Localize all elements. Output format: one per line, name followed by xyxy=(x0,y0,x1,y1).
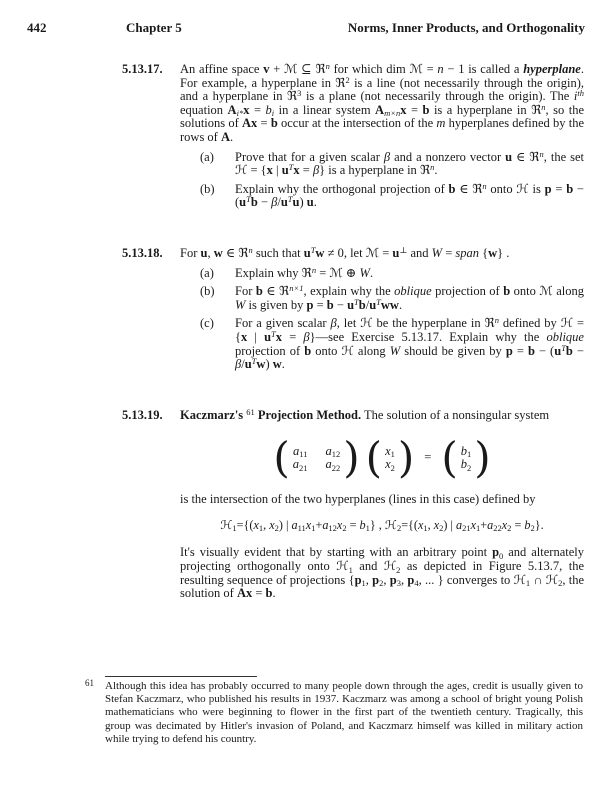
item-label: (b) xyxy=(200,284,215,299)
matrix-equation xyxy=(180,435,584,481)
matrix-cell-a11: $a_{11}$ xyxy=(292,443,308,460)
hyperplanes-equation: $ℋ_1=\{(x_1$, $x_2$) | $a_{11}x_1+a_{12}x_2 = b_1$} , $ℋ_2=\{(x_1$, $x_2$) | $a_{21}x_1+a_{22}x_2 = b_2$}. xyxy=(220,517,544,534)
vector-cell-b2: $b_2$ xyxy=(460,457,472,473)
vector-entries xyxy=(382,445,398,472)
footnote-rule xyxy=(105,676,257,677)
page-number: 442 xyxy=(27,20,47,35)
open-paren: ( xyxy=(273,433,290,483)
between-text: is the intersection of the two hyperplanes (lines in this case) defined by xyxy=(180,492,536,507)
matrix-cell-a21: $a_{21}$ xyxy=(292,457,308,473)
open-paren: ( xyxy=(441,433,458,483)
exercise-item-c xyxy=(200,317,584,371)
item-text: For b ∈ ℜ$^{n\times 1}$, explain why the oblique projection of b onto ℳ along W is given by $p = b - u^Tb/u^Tww$. xyxy=(235,283,584,312)
rhs-vector xyxy=(441,435,490,481)
item-label: (a) xyxy=(200,265,214,280)
exercise-5-13-17 xyxy=(122,63,584,210)
exercise-intro: Kaczmarz's $^{61}$ Projection Method. The solution of a nonsingular system xyxy=(180,406,550,422)
page-header xyxy=(27,21,585,35)
open-paren: ( xyxy=(365,433,383,483)
exercise-5-13-18 xyxy=(122,244,585,372)
exercise-item-a xyxy=(200,148,584,178)
closing-paragraph: It's visually evident that by starting with an arbitrary point $p_0$ and alternately projecting orthogonally onto ℋ$_1$ and ℋ$_2$ as depicted in Figure 5.13.7, the resulting sequence of projections {$p_1$, $p_2$, $p_3$, $p_4$, ... } converges to ℋ$_1$ ∩ ℋ$_2$, the solution of Ax = b. xyxy=(180,545,585,601)
vector-cell-x2: $x_2$ xyxy=(385,457,395,473)
exercise-5-13-19 xyxy=(122,406,585,601)
exercise-number: 5.13.18. xyxy=(122,245,163,260)
chapter-label: Chapter 5 xyxy=(126,20,182,35)
page-content xyxy=(122,63,584,638)
exercise-item-b xyxy=(200,285,584,312)
running-title: Norms, Inner Products, and Orthogonality xyxy=(347,20,585,35)
exercise-intro: An affine space v + ℳ ⊆ ℜ$^n$ for which dim ℳ = n − 1 is called a hyperplane. For example, a hyperplane in ℜ$^2$ is a line (not necessarily through the origin), and a hyperplane in ℜ$^3$ is a plane (not necessarily through the origin). The $i^{th}$ equation $A_{i*}x = b_i$ in a linear system $A_{m\times n}x = b$ is a hyperplane in ℜ$^n$, so the solutions of Ax = b occur at the intersection of the m hyperplanes defined by the rows of A. xyxy=(180,61,584,144)
item-text: For a given scalar β, let ℋ be the hyperplane in ℜ$^n$ defined by ℋ = {x | $u^Tx$ = β}—see Exercise 5.13.17. Explain why the oblique projection of b onto ℋ along W should be given by $p = b - (u^Tb - \beta/u^Tw)$ w. xyxy=(235,315,585,372)
footnote-row xyxy=(85,680,583,746)
matrix-entries xyxy=(290,445,344,472)
matrix-cell-a22: $a_{22}$ xyxy=(325,457,341,473)
close-paren: ) xyxy=(343,433,360,483)
item-label: (b) xyxy=(200,181,215,196)
vector-cell-x1: $x_1$ xyxy=(385,443,395,460)
close-paren: ) xyxy=(397,433,415,483)
exercise-intro: For u, w ∈ ℜ$^n$ such that $u^Tw \ne 0$, let ℳ = u⊥ and W = span {w} . xyxy=(180,244,510,260)
coefficient-matrix xyxy=(273,435,359,481)
item-text: Prove that for a given scalar β and a nonzero vector u ∈ ℜ$^n$, the set ℋ = {x | $u^Tx = \beta$} is a hyperplane in ℜ$^n$. xyxy=(235,148,584,178)
exercise-items xyxy=(180,264,585,372)
item-text: Explain why ℜ$^n$ = ℳ ⊕ W. xyxy=(235,264,374,280)
equals-sign: = xyxy=(424,450,432,465)
item-text: Explain why the orthogonal projection of b ∈ ℜ$^n$ onto ℋ is $p = b - (u^Tb - \beta/u^Tu)$ u. xyxy=(235,180,584,210)
footnote xyxy=(85,676,583,746)
vector-entries xyxy=(458,445,475,472)
exercise-number: 5.13.17. xyxy=(122,62,163,76)
exercise-body xyxy=(180,406,585,601)
vector-cell-b1: $b_1$ xyxy=(460,443,472,460)
footnote-text: Although this idea has probably occurred to many people down through the ages, credit is usually given to Stefan Kaczmarz, who published his results in 1937. Kaczmarz was among a school of bright young Polish mathematicians who were beginning to flower in the first part of the twentieth century. Tragically, this group was decimated by Hitler's invasion of Poland, and Kaczmarz himself was killed in military action while trying to defend his country. xyxy=(105,680,583,745)
close-paren: ) xyxy=(474,433,491,483)
exercise-body xyxy=(180,244,585,372)
item-label: (a) xyxy=(200,149,214,164)
footnote-marker: 61 xyxy=(85,678,94,688)
exercise-items xyxy=(180,148,584,210)
matrix-cell-a12: $a_{12}$ xyxy=(325,443,341,460)
item-label: (c) xyxy=(200,316,214,331)
exercise-item-a xyxy=(200,264,584,281)
exercise-body xyxy=(180,63,584,210)
exercise-item-b xyxy=(200,180,584,210)
exercise-number: 5.13.19. xyxy=(122,407,163,422)
unknown-vector xyxy=(366,435,415,481)
